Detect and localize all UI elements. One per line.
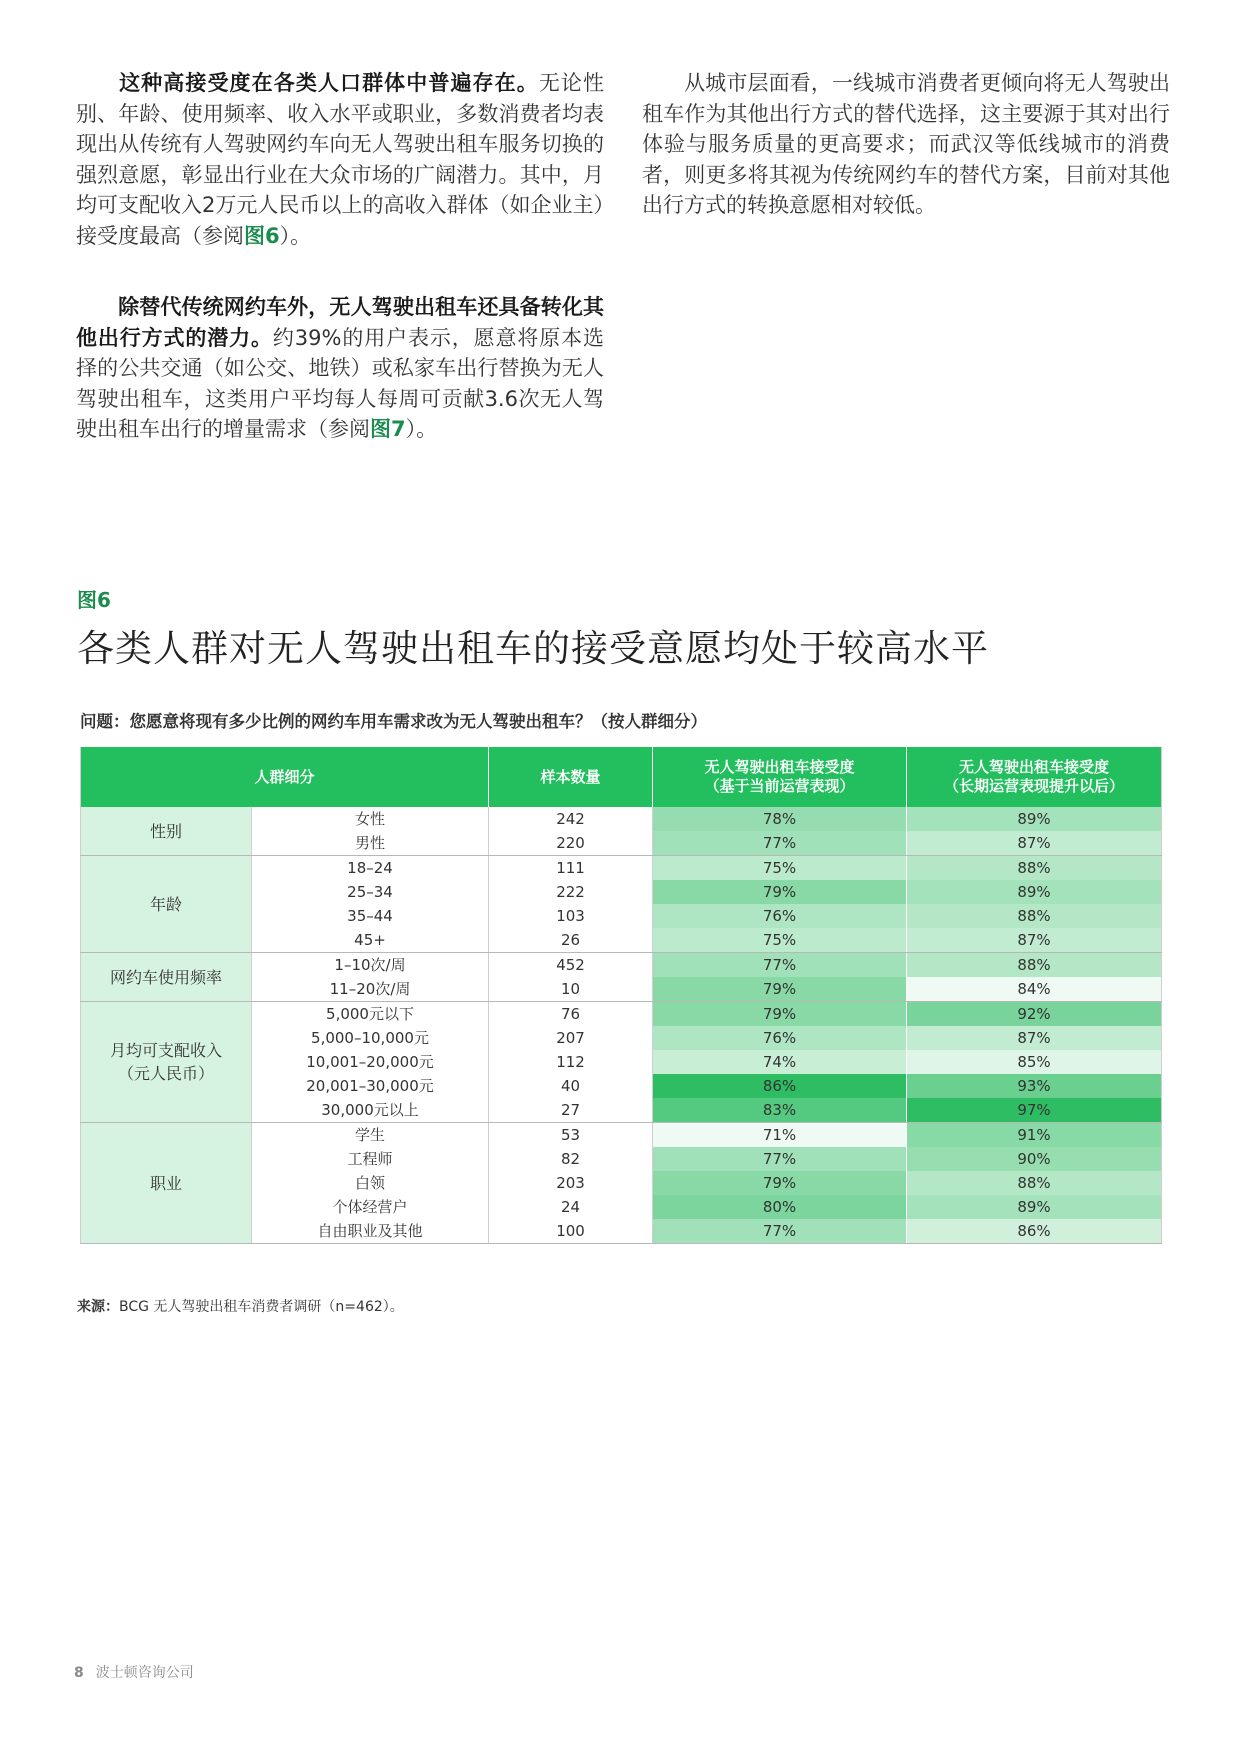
sample-size-cell: 53: [489, 1123, 653, 1148]
segment-cell: 白领: [252, 1171, 489, 1195]
group-label: （元人民币）: [117, 1064, 214, 1083]
header-line: 样本数量: [540, 767, 601, 786]
paragraph-acceptance-demographics: [76, 68, 604, 251]
figure-title: 各类人群对无人驾驶出租车的接受意愿均处于较高水平: [77, 627, 989, 670]
sample-size-cell: 24: [489, 1195, 653, 1219]
sample-size-cell: 222: [489, 880, 653, 904]
table-row: [81, 807, 1162, 831]
acceptance-current-cell: 77%: [653, 1147, 907, 1171]
segment-cell: 女性: [252, 807, 489, 831]
acceptance-current-cell: 78%: [653, 807, 907, 831]
segment-cell: 5,000元以下: [252, 1002, 489, 1027]
header-sample-size: [489, 747, 653, 807]
figure-reference-link[interactable]: 图6: [244, 223, 280, 248]
sample-size-cell: 220: [489, 831, 653, 856]
acceptance-table: [80, 747, 1161, 1244]
paragraph-end: ）。: [405, 417, 438, 441]
source-note: [77, 1296, 404, 1316]
segment-cell: 35–44: [252, 904, 489, 928]
sample-size-cell: 100: [489, 1219, 653, 1244]
sample-size-cell: 242: [489, 807, 653, 831]
acceptance-longterm-cell: 89%: [907, 880, 1162, 904]
acceptance-longterm-cell: 93%: [907, 1074, 1162, 1098]
sample-size-cell: 112: [489, 1050, 653, 1074]
page-footer: [74, 1662, 194, 1682]
acceptance-longterm-cell: 84%: [907, 977, 1162, 1002]
acceptance-current-cell: 83%: [653, 1098, 907, 1123]
paragraph-body: 约39%的用户表示，愿意将原本选择的公共交通（如公交、地铁）或私家车出行替换为无人驾驶出租车，这类用户平均每人每周可贡献3.6次无人驾驶出租车出行的增量需求（参阅: [76, 325, 604, 441]
acceptance-current-cell: 77%: [653, 831, 907, 856]
header-line: 无人驾驶出租车接受度: [959, 758, 1110, 776]
sample-size-cell: 452: [489, 953, 653, 978]
paragraph-lead: 除替代传统网约车外，无人驾驶出租车还具备转化其他出行方式的潜力。: [76, 295, 604, 350]
acceptance-longterm-cell: 86%: [907, 1219, 1162, 1244]
acceptance-current-cell: 74%: [653, 1050, 907, 1074]
sample-size-cell: 76: [489, 1002, 653, 1027]
page-number: 8: [74, 1665, 84, 1681]
group-label-cell: [81, 807, 252, 856]
header-line: 无人驾驶出租车接受度: [704, 758, 855, 776]
table-header-row: [81, 747, 1162, 807]
segment-cell: 30,000元以上: [252, 1098, 489, 1123]
header-line: （基于当前运营表现）: [704, 777, 855, 795]
sample-size-cell: 27: [489, 1098, 653, 1123]
segment-cell: 25–34: [252, 880, 489, 904]
acceptance-current-cell: 75%: [653, 856, 907, 881]
acceptance-current-cell: 75%: [653, 928, 907, 953]
segment-cell: 5,000–10,000元: [252, 1026, 489, 1050]
sample-size-cell: 207: [489, 1026, 653, 1050]
acceptance-longterm-cell: 88%: [907, 953, 1162, 978]
table-row: [81, 1002, 1162, 1027]
segment-cell: 10,001–20,000元: [252, 1050, 489, 1074]
acceptance-longterm-cell: 92%: [907, 1002, 1162, 1027]
paragraph-end: ）。: [279, 223, 312, 248]
group-label-cell: [81, 953, 252, 1002]
acceptance-longterm-cell: 87%: [907, 1026, 1162, 1050]
group-label-cell: [81, 856, 252, 953]
group-label: 网约车使用频率: [109, 967, 222, 987]
table-row: [81, 953, 1162, 978]
segment-cell: 20,001–30,000元: [252, 1074, 489, 1098]
figure-label: 图6: [77, 588, 111, 612]
company-name: 波士顿咨询公司: [95, 1665, 194, 1681]
header-acceptance-longterm: [907, 747, 1162, 807]
group-label-cell: [81, 1002, 252, 1123]
group-label: 月均可支配收入: [109, 1041, 222, 1060]
acceptance-current-cell: 71%: [653, 1123, 907, 1148]
source-label: 来源：: [77, 1299, 119, 1315]
survey-question: 问题：您愿意将现有多少比例的网约车用车需求改为无人驾驶出租车？（按人群细分）: [80, 712, 707, 731]
sample-size-cell: 82: [489, 1147, 653, 1171]
sample-size-cell: 103: [489, 904, 653, 928]
segment-cell: 18–24: [252, 856, 489, 881]
acceptance-current-cell: 77%: [653, 1219, 907, 1244]
table-row: [81, 856, 1162, 881]
acceptance-longterm-cell: 85%: [907, 1050, 1162, 1074]
acceptance-longterm-cell: 88%: [907, 1171, 1162, 1195]
group-label: 职业: [149, 1173, 182, 1193]
acceptance-longterm-cell: 97%: [907, 1098, 1162, 1123]
acceptance-longterm-cell: 90%: [907, 1147, 1162, 1171]
segment-cell: 个体经营户: [252, 1195, 489, 1219]
acceptance-current-cell: 76%: [653, 1026, 907, 1050]
acceptance-longterm-cell: 91%: [907, 1123, 1162, 1148]
paragraph-body: 无论性别、年龄、使用频率、收入水平或职业，多数消费者均表现出从传统有人驾驶网约车向无人驾驶出租车服务切换的强烈意愿，彰显出行业在大众市场的广阔潜力。其中，月均可支配收入2万元人民币以上的高收入群体（如企业主）接受度最高（参阅: [76, 71, 605, 248]
segment-cell: 11–20次/周: [252, 977, 489, 1002]
sample-size-cell: 203: [489, 1171, 653, 1195]
segment-cell: 工程师: [252, 1147, 489, 1171]
sample-size-cell: 111: [489, 856, 653, 881]
paragraph-body: 从城市层面看，一线城市消费者更倾向将无人驾驶出租车作为其他出行方式的替代选择，这主要源于其对出行体验与服务质量的更高要求；而武汉等低线城市的消费者，则更多将其视为传统网约车的替代方案，目前对其他出行方式的转换意愿相对较低。: [642, 71, 1170, 217]
sample-size-cell: 26: [489, 928, 653, 953]
paragraph-other-modes: [76, 292, 604, 445]
header-line: （长期运营表现提升以后）: [944, 777, 1125, 795]
header-line: 人群细分: [254, 767, 315, 786]
sample-size-cell: 40: [489, 1074, 653, 1098]
header-segment: [81, 747, 489, 807]
group-label: 年龄: [149, 894, 182, 914]
acceptance-longterm-cell: 87%: [907, 928, 1162, 953]
segment-cell: 1–10次/周: [252, 953, 489, 978]
acceptance-longterm-cell: 87%: [907, 831, 1162, 856]
acceptance-longterm-cell: 88%: [907, 856, 1162, 881]
segment-cell: 男性: [252, 831, 489, 856]
paragraph-lead: 这种高接受度在各类人口群体中普遍存在。: [118, 71, 539, 95]
sample-size-cell: 10: [489, 977, 653, 1002]
segment-cell: 自由职业及其他: [252, 1219, 489, 1244]
acceptance-current-cell: 79%: [653, 1002, 907, 1027]
acceptance-current-cell: 79%: [653, 880, 907, 904]
paragraph-city-level: [642, 68, 1170, 221]
acceptance-heatmap-table: [80, 747, 1162, 1244]
acceptance-current-cell: 76%: [653, 904, 907, 928]
figure-reference-link[interactable]: 图7: [370, 417, 406, 441]
header-acceptance-current: [653, 747, 907, 807]
acceptance-longterm-cell: 88%: [907, 904, 1162, 928]
acceptance-current-cell: 79%: [653, 977, 907, 1002]
table-row: [81, 1123, 1162, 1148]
acceptance-longterm-cell: 89%: [907, 1195, 1162, 1219]
segment-cell: 45+: [252, 928, 489, 953]
acceptance-current-cell: 80%: [653, 1195, 907, 1219]
acceptance-longterm-cell: 89%: [907, 807, 1162, 831]
acceptance-current-cell: 86%: [653, 1074, 907, 1098]
group-label-cell: [81, 1123, 252, 1244]
acceptance-current-cell: 79%: [653, 1171, 907, 1195]
acceptance-current-cell: 77%: [653, 953, 907, 978]
segment-cell: 学生: [252, 1123, 489, 1148]
group-label: 性别: [149, 821, 182, 841]
source-text: BCG 无人驾驶出租车消费者调研（n=462）。: [119, 1299, 404, 1315]
